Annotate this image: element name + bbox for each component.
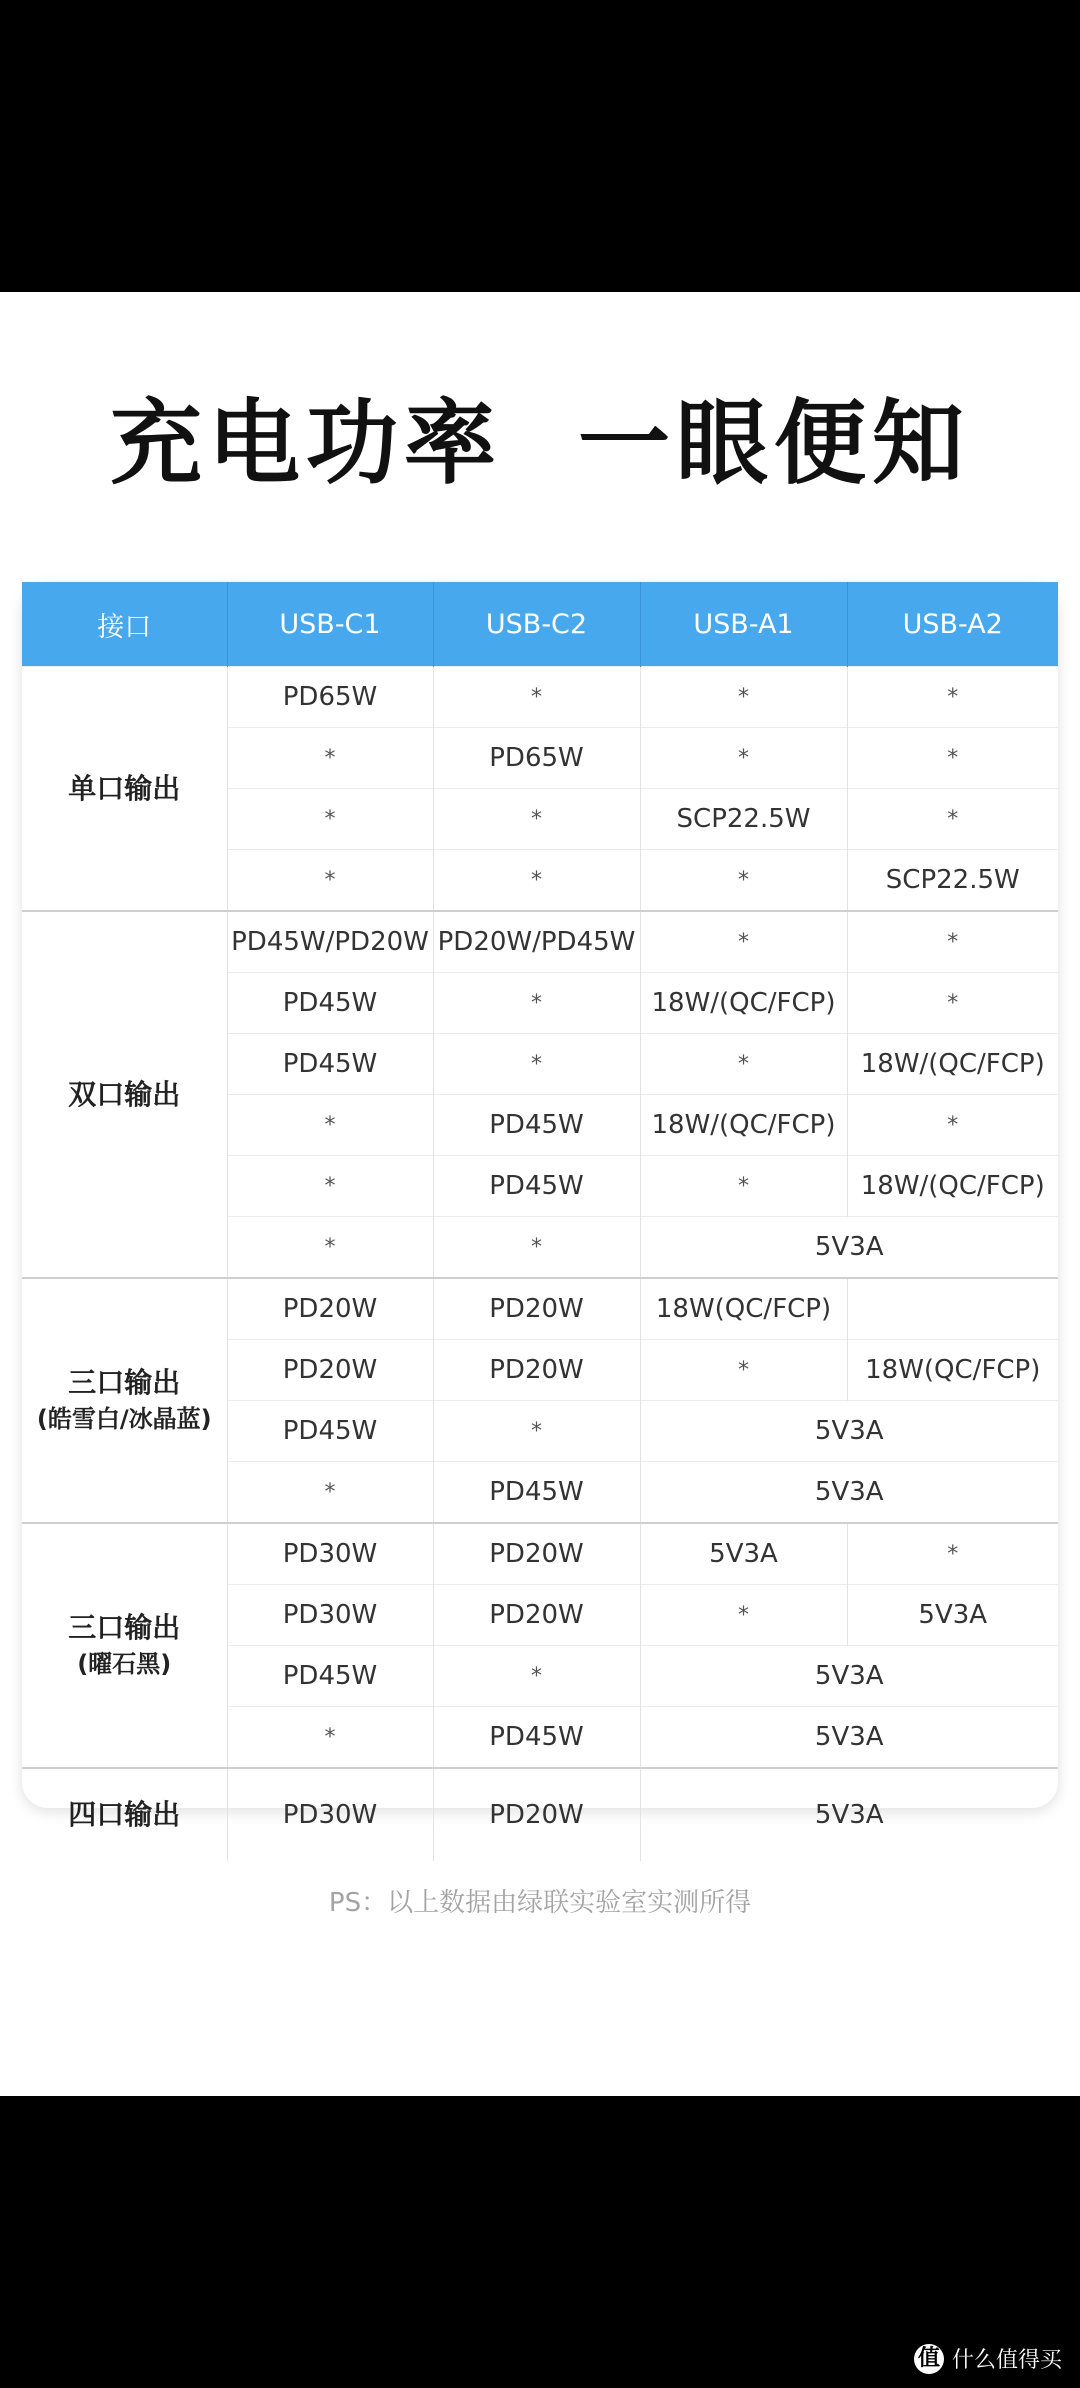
table-cell: 18W/(QC/FCP) — [640, 1095, 847, 1156]
table-cell: PD45W — [433, 1095, 640, 1156]
table-cell: PD45W — [433, 1156, 640, 1217]
group-sublabel: (曜石黑) — [77, 1649, 172, 1678]
table-cell: PD20W — [433, 1585, 640, 1646]
table-cell: * — [227, 1156, 433, 1217]
top-black-band — [0, 0, 1080, 292]
table-cell: * — [433, 1034, 640, 1095]
table-cell: * — [227, 850, 433, 912]
table-cell: PD20W/PD45W — [433, 911, 640, 973]
table-cell: 5V3A — [847, 1585, 1058, 1646]
table-cell: 5V3A — [640, 1768, 1058, 1861]
bottom-black-band — [0, 2096, 1080, 2388]
table-cell: * — [847, 728, 1058, 789]
watermark-logo-icon: 值 — [914, 2344, 944, 2374]
group-label-cell — [22, 1523, 227, 1768]
footnote: PS：以上数据由绿联实验室实测所得 — [328, 1888, 752, 1918]
table-cell: * — [847, 1523, 1058, 1585]
table-cell: PD45W/PD20W — [227, 911, 433, 973]
header-usb-c2: USB-C2 — [433, 582, 640, 667]
table-cell: * — [847, 667, 1058, 728]
table-cell: 18W(QC/FCP) — [640, 1278, 847, 1340]
table-cell: PD45W — [433, 1707, 640, 1769]
table-cell: * — [640, 911, 847, 973]
table-cell: PD20W — [433, 1768, 640, 1861]
table-cell: * — [227, 789, 433, 850]
table-cell: * — [433, 1401, 640, 1462]
header-usb-a2: USB-A2 — [847, 582, 1058, 667]
group-label: 双口输出 — [68, 1077, 181, 1111]
table-cell: * — [433, 973, 640, 1034]
table-cell: * — [640, 1034, 847, 1095]
group-label-cell — [22, 1768, 227, 1861]
table-cell: PD45W — [227, 973, 433, 1034]
power-table — [22, 582, 1058, 1861]
group-label-cell — [22, 911, 227, 1278]
table-cell: * — [227, 1095, 433, 1156]
table-cell: * — [433, 789, 640, 850]
table-row — [22, 911, 1058, 973]
table-cell: * — [433, 1646, 640, 1707]
table-cell: 5V3A — [640, 1707, 1058, 1769]
table-cell: * — [640, 667, 847, 728]
table-cell: * — [847, 789, 1058, 850]
table-cell: 18W/(QC/FCP) — [847, 1156, 1058, 1217]
header-usb-c1: USB-C1 — [227, 582, 433, 667]
content-area — [0, 292, 1080, 2096]
table-cell: * — [640, 850, 847, 912]
table-body — [22, 667, 1058, 1862]
table-cell: * — [227, 1707, 433, 1769]
table-cell: * — [433, 850, 640, 912]
table-cell: * — [640, 1340, 847, 1401]
table-cell: PD65W — [227, 667, 433, 728]
group-sublabel: (皓雪白/冰晶蓝) — [36, 1404, 212, 1433]
watermark — [914, 2343, 1062, 2374]
table-row — [22, 1278, 1058, 1340]
table-cell: * — [227, 1462, 433, 1524]
table-cell: PD20W — [433, 1523, 640, 1585]
table-cell: * — [433, 1217, 640, 1279]
table-cell: 5V3A — [640, 1401, 1058, 1462]
table-cell: PD45W — [227, 1401, 433, 1462]
table-cell: PD20W — [227, 1278, 433, 1340]
table-cell: * — [640, 1156, 847, 1217]
table-cell: PD45W — [227, 1646, 433, 1707]
table-cell: PD65W — [433, 728, 640, 789]
watermark-text: 什么值得买 — [951, 2348, 1062, 2373]
table-cell: 18W/(QC/FCP) — [640, 973, 847, 1034]
group-label: 三口输出 — [68, 1365, 181, 1399]
group-label-cell — [22, 667, 227, 912]
power-table-container — [22, 582, 1058, 1831]
table-cell: * — [847, 911, 1058, 973]
table-cell: 5V3A — [640, 1462, 1058, 1524]
group-label: 单口输出 — [68, 771, 181, 805]
table-cell: 5V3A — [640, 1217, 1058, 1279]
table-header-row — [22, 582, 1058, 667]
table-cell: * — [433, 667, 640, 728]
table-cell: * — [640, 1585, 847, 1646]
table-cell: PD45W — [433, 1462, 640, 1524]
table-cell: 5V3A — [640, 1646, 1058, 1707]
table-cell: PD20W — [433, 1278, 640, 1340]
table-row — [22, 1523, 1058, 1585]
table-cell: PD30W — [227, 1523, 433, 1585]
table-cell: PD20W — [433, 1340, 640, 1401]
table-cell: 5V3A — [640, 1523, 847, 1585]
table-cell — [847, 1278, 1058, 1340]
table-cell: PD45W — [227, 1034, 433, 1095]
table-cell: * — [227, 728, 433, 789]
table-row — [22, 1768, 1058, 1861]
table-cell: PD30W — [227, 1585, 433, 1646]
table-row — [22, 667, 1058, 728]
header-port: 接口 — [22, 582, 227, 667]
group-label: 三口输出 — [68, 1610, 181, 1644]
table-cell: 18W/(QC/FCP) — [847, 1034, 1058, 1095]
header-usb-a1: USB-A1 — [640, 582, 847, 667]
group-label: 四口输出 — [68, 1798, 181, 1831]
table-cell: * — [227, 1217, 433, 1279]
page-title: 充电功率 一眼便知 — [109, 390, 971, 497]
table-cell: * — [847, 1095, 1058, 1156]
table-cell: * — [640, 728, 847, 789]
table-cell: SCP22.5W — [847, 850, 1058, 912]
table-cell: PD30W — [227, 1768, 433, 1861]
table-cell: PD20W — [227, 1340, 433, 1401]
group-label-cell — [22, 1278, 227, 1523]
table-cell: SCP22.5W — [640, 789, 847, 850]
table-cell: 18W(QC/FCP) — [847, 1340, 1058, 1401]
table-cell: * — [847, 973, 1058, 1034]
